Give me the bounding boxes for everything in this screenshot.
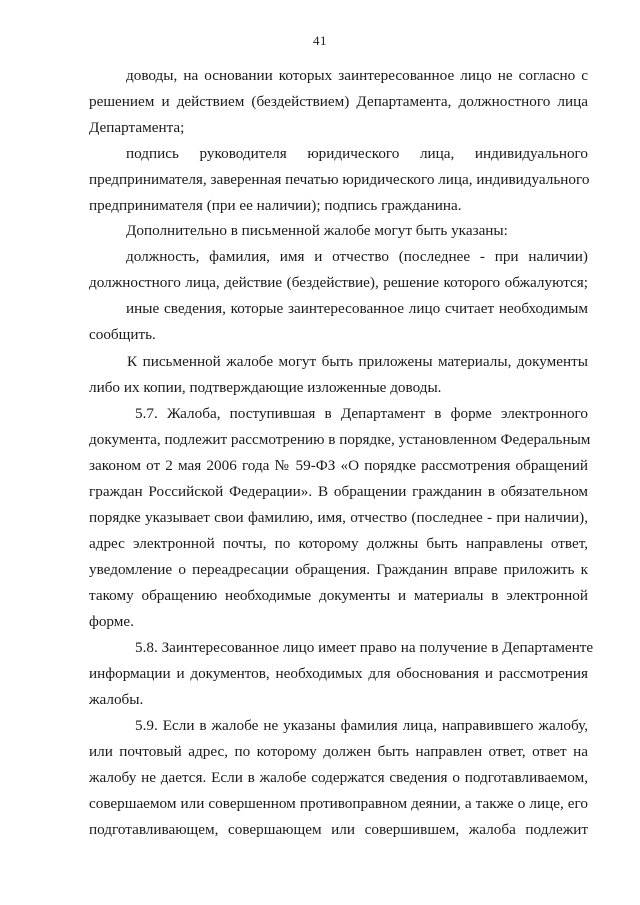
text-line: уведомление о переадресации обращения. Гражданин вправе приложить к — [89, 561, 588, 578]
page-number: 41 — [313, 33, 327, 48]
text-line: Департамента; — [89, 119, 185, 136]
text-line: К письменной жалобе могут быть приложены материалы, документы — [127, 353, 588, 370]
text-line: жалобу не дается. Если в жалобе содержатся сведения о подготавливаемом, — [89, 769, 588, 786]
text-line: граждан Российской Федерации». В обращении гражданин в обязательном — [89, 483, 588, 500]
text-line: иные сведения, которые заинтересованное лицо считает необходимым — [126, 300, 588, 317]
text-line: законом от 2 мая 2006 года № 59-ФЗ «О порядке рассмотрения обращений — [89, 457, 588, 474]
text-line: доводы, на основании которых заинтересованное лицо не согласно с — [126, 67, 588, 84]
text-line: Дополнительно в письменной жалобе могут быть указаны: — [126, 222, 508, 239]
text-line: 5.7. Жалоба, поступившая в Департамент в форме электронного — [135, 405, 588, 422]
text-line: такому обращению необходимые документы и материалы в электронной — [89, 587, 588, 604]
text-line: сообщить. — [89, 326, 156, 343]
text-line: документа, подлежит рассмотрению в порядке, установленном Федеральным — [89, 431, 591, 448]
text-line: жалобы. — [89, 691, 144, 708]
text-line: 5.9. Если в жалобе не указаны фамилия лица, направившего жалобу, — [135, 717, 588, 734]
text-line: предпринимателя, заверенная печатью юридического лица, индивидуального — [89, 171, 590, 188]
text-line: подпись руководителя юридического лица, индивидуального — [126, 145, 588, 162]
text-line: должностного лица, действие (бездействие), решение которого обжалуются; — [89, 274, 588, 291]
text-line: 5.8. Заинтересованное лицо имеет право на получение в Департаменте — [135, 639, 594, 656]
text-line: решением и действием (бездействием) Департамента, должностного лица — [89, 93, 588, 110]
text-line: подготавливающем, совершающем или совершившем, жалоба подлежит — [89, 821, 588, 838]
text-line: порядке указывает свои фамилию, имя, отчество (последнее - при наличии), — [89, 509, 588, 526]
text-line: должность, фамилия, имя и отчество (последнее - при наличии) — [126, 248, 588, 265]
text-line: форме. — [89, 613, 134, 630]
text-line: или почтовый адрес, по которому должен быть направлен ответ, ответ на — [89, 743, 588, 760]
text-line: либо их копии, подтверждающие изложенные доводы. — [89, 379, 442, 396]
text-line: предпринимателя (при ее наличии); подпись гражданина. — [89, 197, 462, 214]
text-line: адрес электронной почты, по которому должны быть направлены ответ, — [89, 535, 588, 552]
text-line: совершаемом или совершенном противоправном деянии, а также о лице, его — [89, 795, 588, 812]
text-line: информации и документов, необходимых для обоснования и рассмотрения — [89, 665, 588, 682]
